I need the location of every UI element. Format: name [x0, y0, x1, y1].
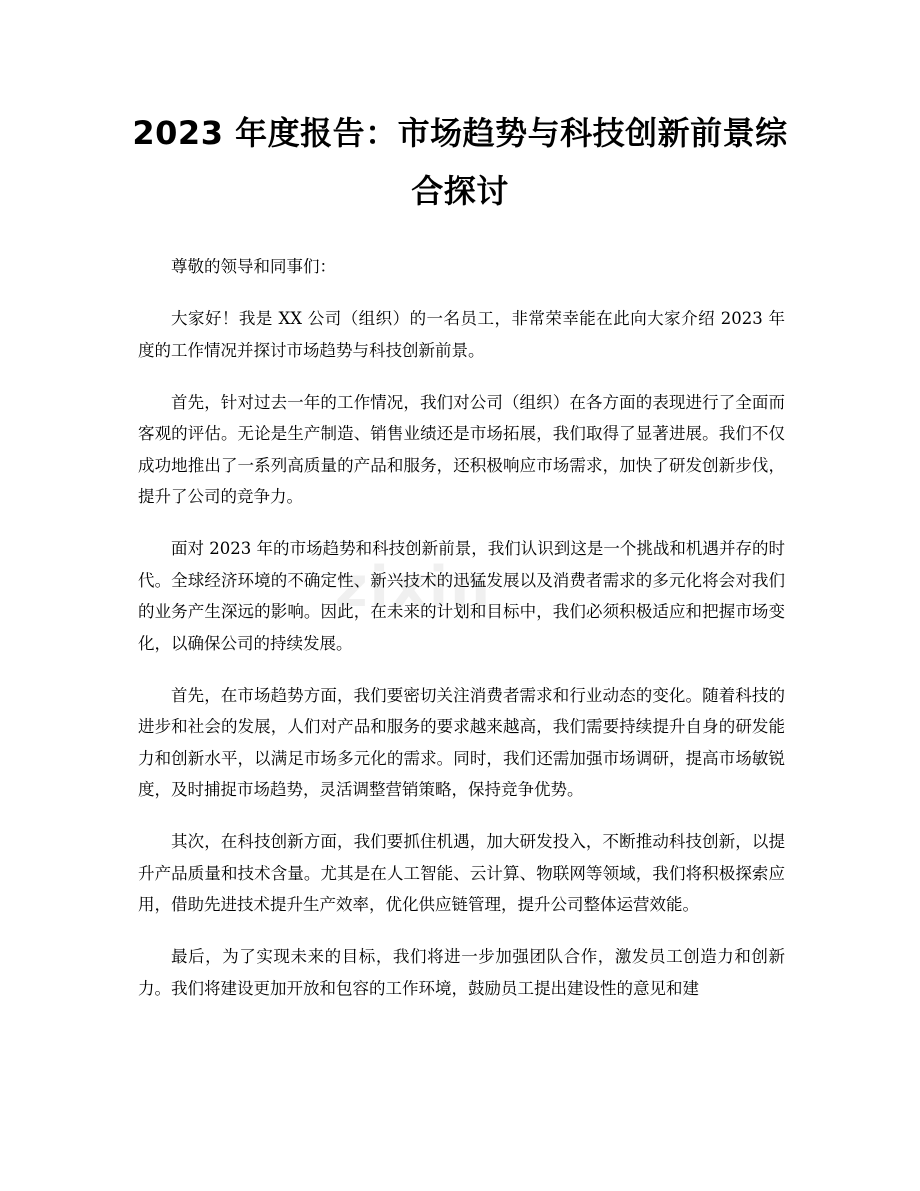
document-title: 2023 年度报告：市场趋势与科技创新前景综合探讨 [132, 114, 788, 210]
paragraph-outlook: 面对 2023 年的市场趋势和科技创新前景，我们认识到这是一个挑战和机遇并存的时代。全球经济环境的不确定性、新兴技术的迅猛发展以及消费者需求的多元化将会对我们的业务产生深远的影响。因此，在未来的计划和目标中，我们必须积极适应和把握市场变化，以确保公司的持续发展。 [138, 539, 785, 653]
paragraph-market-trends: 首先，在市场趋势方面，我们要密切关注消费者需求和行业动态的变化。随着科技的进步和社会的发展，人们对产品和服务的要求越来越高，我们需要持续提升自身的研发能力和创新水平，以满足市场多元化的需求。同时，我们还需加强市场调研，提高市场敏锐度，及时捕捉市场趋势，灵活调整营销策略，保持竞争优势。 [138, 685, 785, 799]
paragraph-conclusion: 最后，为了实现未来的目标，我们将进一步加强团队合作，激发员工创造力和创新力。我们将建设更加开放和包容的工作环境，鼓励员工提出建设性的意见和建 [138, 947, 785, 998]
salutation: 尊敬的领导和同事们： [171, 257, 336, 276]
paragraph-review: 首先，针对过去一年的工作情况，我们对公司（组织）在各方面的表现进行了全面而客观的评估。无论是生产制造、销售业绩还是市场拓展，我们取得了显著进展。我们不仅成功地推出了一系列高质量的产品和服务，还积极响应市场需求，加快了研发创新步伐，提升了公司的竞争力。 [138, 392, 785, 506]
watermark: zixin [335, 555, 492, 620]
paragraph-tech-innovation: 其次，在科技创新方面，我们要抓住机遇，加大研发投入，不断推动科技创新，以提升产品质量和技术含量。尤其是在人工智能、云计算、物联网等领域，我们将积极探索应用，借助先进技术提升生产效率，优化供应链管理，提升公司整体运营效能。 [138, 832, 785, 914]
document-body [138, 251, 785, 1025]
paragraph-intro: 大家好！我是 XX 公司（组织）的一名员工，非常荣幸能在此向大家介绍 2023 年度的工作情况并探讨市场趋势与科技创新前景。 [138, 309, 785, 360]
